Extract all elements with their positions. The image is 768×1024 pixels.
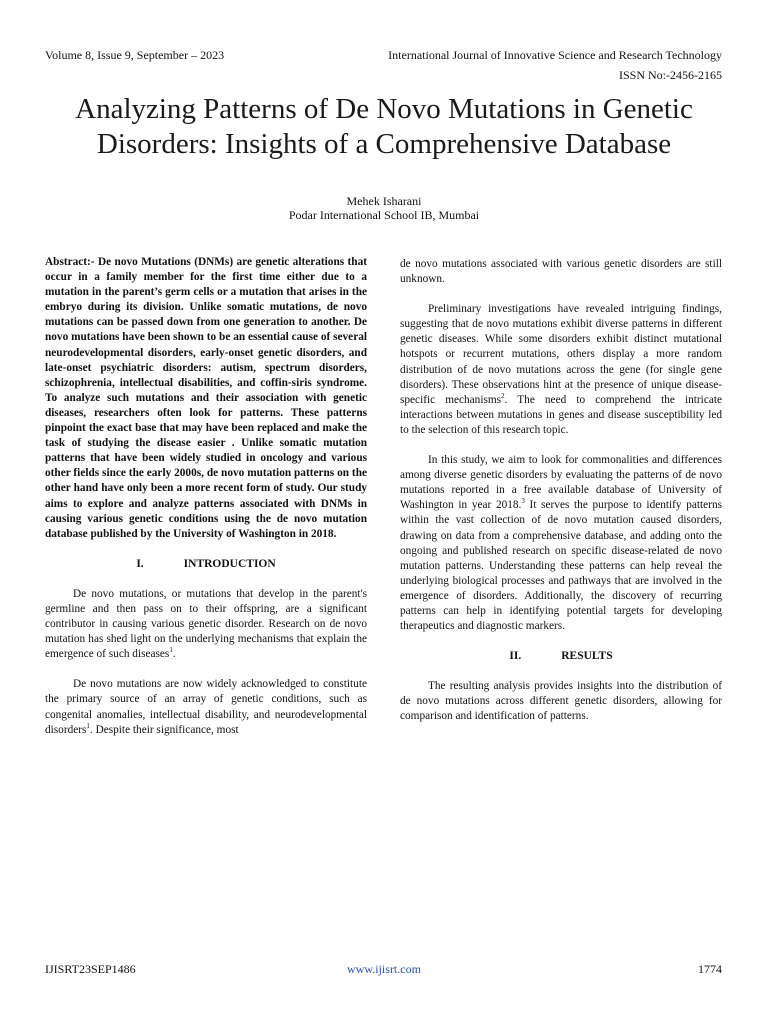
header-issn: ISSN No:-2456-2165 — [618, 68, 722, 82]
section-heading-introduction — [45, 557, 367, 572]
section-title: RESULTS — [561, 650, 613, 663]
footer-page-number: 1774 — [698, 962, 722, 976]
author-affiliation: Podar International School IB, Mumbai — [288, 208, 480, 222]
section-title: INTRODUCTION — [183, 557, 276, 570]
section-heading-results — [400, 649, 722, 664]
intro-paragraph-1: De novo mutations, or mutations that develop in the parent's germline and then pass on to their offspring, are a significant contributor in causing various genetic disorder. Research on de novo mutation has shed light on the underlying mechanisms that explain the emergence of such diseases$^1$. — [45, 587, 367, 661]
footer-paper-id: IJISRT23SEP1486 — [45, 962, 136, 976]
right-column — [400, 257, 722, 725]
author-name: Mehek Isharani — [346, 194, 422, 208]
header-volume: Volume 8, Issue 9, September – 2023 — [45, 48, 225, 62]
intro-paragraph-continued: de novo mutations associated with various genetic disorders are still unknown. — [400, 258, 722, 286]
section-number: II. — [509, 650, 522, 663]
results-paragraph-1: The resulting analysis provides insights into the distribution of de novo mutations across different genetic disorders, allowing for comparison and identification of patterns. — [400, 680, 722, 723]
left-column — [45, 255, 367, 738]
footer-website-link[interactable]: www.ijisrt.com — [347, 962, 421, 976]
paper-title: Analyzing Patterns of De Novo Mutations in Genetic Disorders: Insights of a Comprehensive Database — [75, 93, 693, 160]
header-journal: International Journal of Innovative Science and Research Technology — [388, 48, 722, 62]
abstract: Abstract:- De novo Mutations (DNMs) are genetic alterations that occur in a family member for the first time either due to a mutation in the parent’s germ cells or a mutation that arises in the embryo during its division. Unlike somatic mutations, de novo mutations can be passed down from one generation to another. De novo mutations have been shown to be an essential cause of several neurodevelopmental disorders, early-onset genetic disorders, and late-onset psychiatric disorders: autism, spectrum disorders, schizophrenia, intellectual disabilities, and coffin-siris syndrome. To analyze such mutations and their association with genetic diseases, researchers often look for patterns. These patterns pinpoint the exact base that may have been replaced and make the task of studying the disease easier . Unlike somatic mutation patterns that have been widely studied in oncology and various other fields since the early 2000s, de novo mutation patterns on the other hand have only been a more recent form of study. Our study aims to explore and analyze patterns associated with DNMs in causing various genetic conditions using the de novo mutation database published by the University of Washington in 2018. — [45, 256, 367, 540]
intro-paragraph-3: Preliminary investigations have revealed intriguing findings, suggesting that de novo mutations exhibit diverse patterns in different genetic diseases. While some disorders exhibit distinct mutational hotspots or recurrent mutations, others display a more random distribution of de novo mutations across the gene (for single gene disorders). These observations hint at the presence of unique disease-specific mechanisms$^2$. The need to comprehend the intricate interactions between mutations in genes and disease susceptibility led to the selection of this research topic. — [400, 303, 722, 436]
section-number: I. — [136, 557, 144, 570]
intro-paragraph-2: De novo mutations are now widely acknowledged to constitute the primary source of an array of genetic conditions, such as congenital anomalies, intellectual disability, and neurodevelopmental disorders$^1$. Despite their significance, most — [45, 678, 367, 736]
intro-paragraph-4: In this study, we aim to look for commonalities and differences among diverse genetic disorders by evaluating the patterns of de novo mutations reported in a free available database of University of Washington in year 2018.$^3$ It serves the purpose to identify patterns within the vast collection of de novo mutation caused disorders, drawing on data from a comprehensive database, and adding onto the ongoing and published research on specific disease-related de novo mutation patterns. Understanding these patterns can help reveal the underlying biological processes and pathways that are involved in the emergence of disorders. Additionally, the discovery of recurring patterns can help in identifying potential targets for developing therapeutics and diagnostic markers. — [400, 454, 723, 633]
